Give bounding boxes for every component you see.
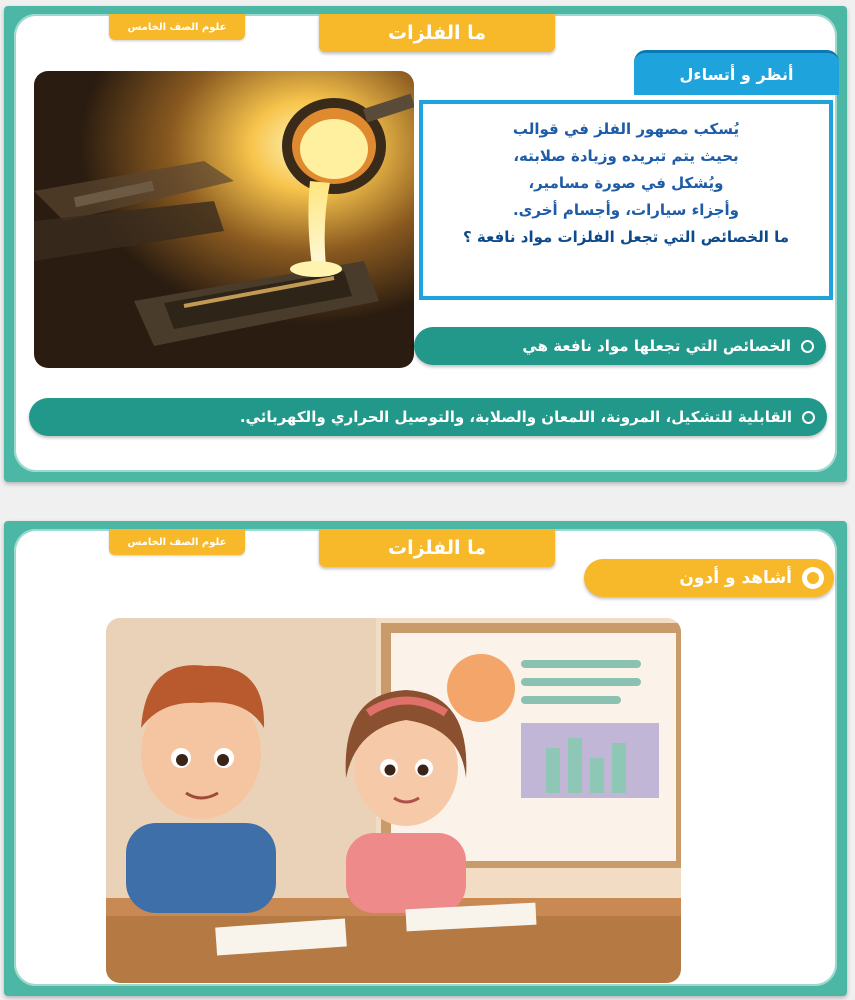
slide-1-content [14,14,837,472]
grade-badge: علوم الصف الخامس [109,14,245,40]
question-line: وأجزاء سيارات، وأجسام أخرى. [512,201,740,219]
molten-metal-photo [34,71,414,368]
look-and-wonder-tab: أنظر و أتساءل [634,50,839,95]
question-line: ويُشكل في صورة مسامير، [528,174,724,192]
answer-text: القابلية للتشكيل، المرونة، اللمعان والصلابة، والتوصيل الحراري والكهربائي. [239,408,792,426]
slide-2-content [14,529,837,986]
slide-title: ما الفلزات [319,529,555,567]
answer-pill[interactable] [29,398,827,436]
question-line: ما الخصائص التي تجعل الفلزات مواد نافعة ؟ [462,228,790,246]
radio-icon [802,411,815,424]
answer-prompt-pill[interactable] [414,327,826,365]
slide-1 [4,6,847,482]
slide-2 [4,521,847,996]
slide-title: ما الفلزات [319,14,555,52]
radio-icon [802,567,824,589]
watch-and-record-pill[interactable] [584,559,834,597]
radio-icon [801,340,814,353]
grade-badge: علوم الصف الخامس [109,529,245,555]
question-box [419,100,833,300]
question-line: بحيث يتم تبريده وزيادة صلابته، [513,147,739,165]
watch-label: أشاهد و أدون [679,568,792,588]
question-line: يُسكب مصهور الفلز في قوالب [512,120,740,138]
students-illustration [106,618,681,983]
answer-prompt-text: الخصائص التي تجعلها مواد نافعة هي [522,337,791,355]
